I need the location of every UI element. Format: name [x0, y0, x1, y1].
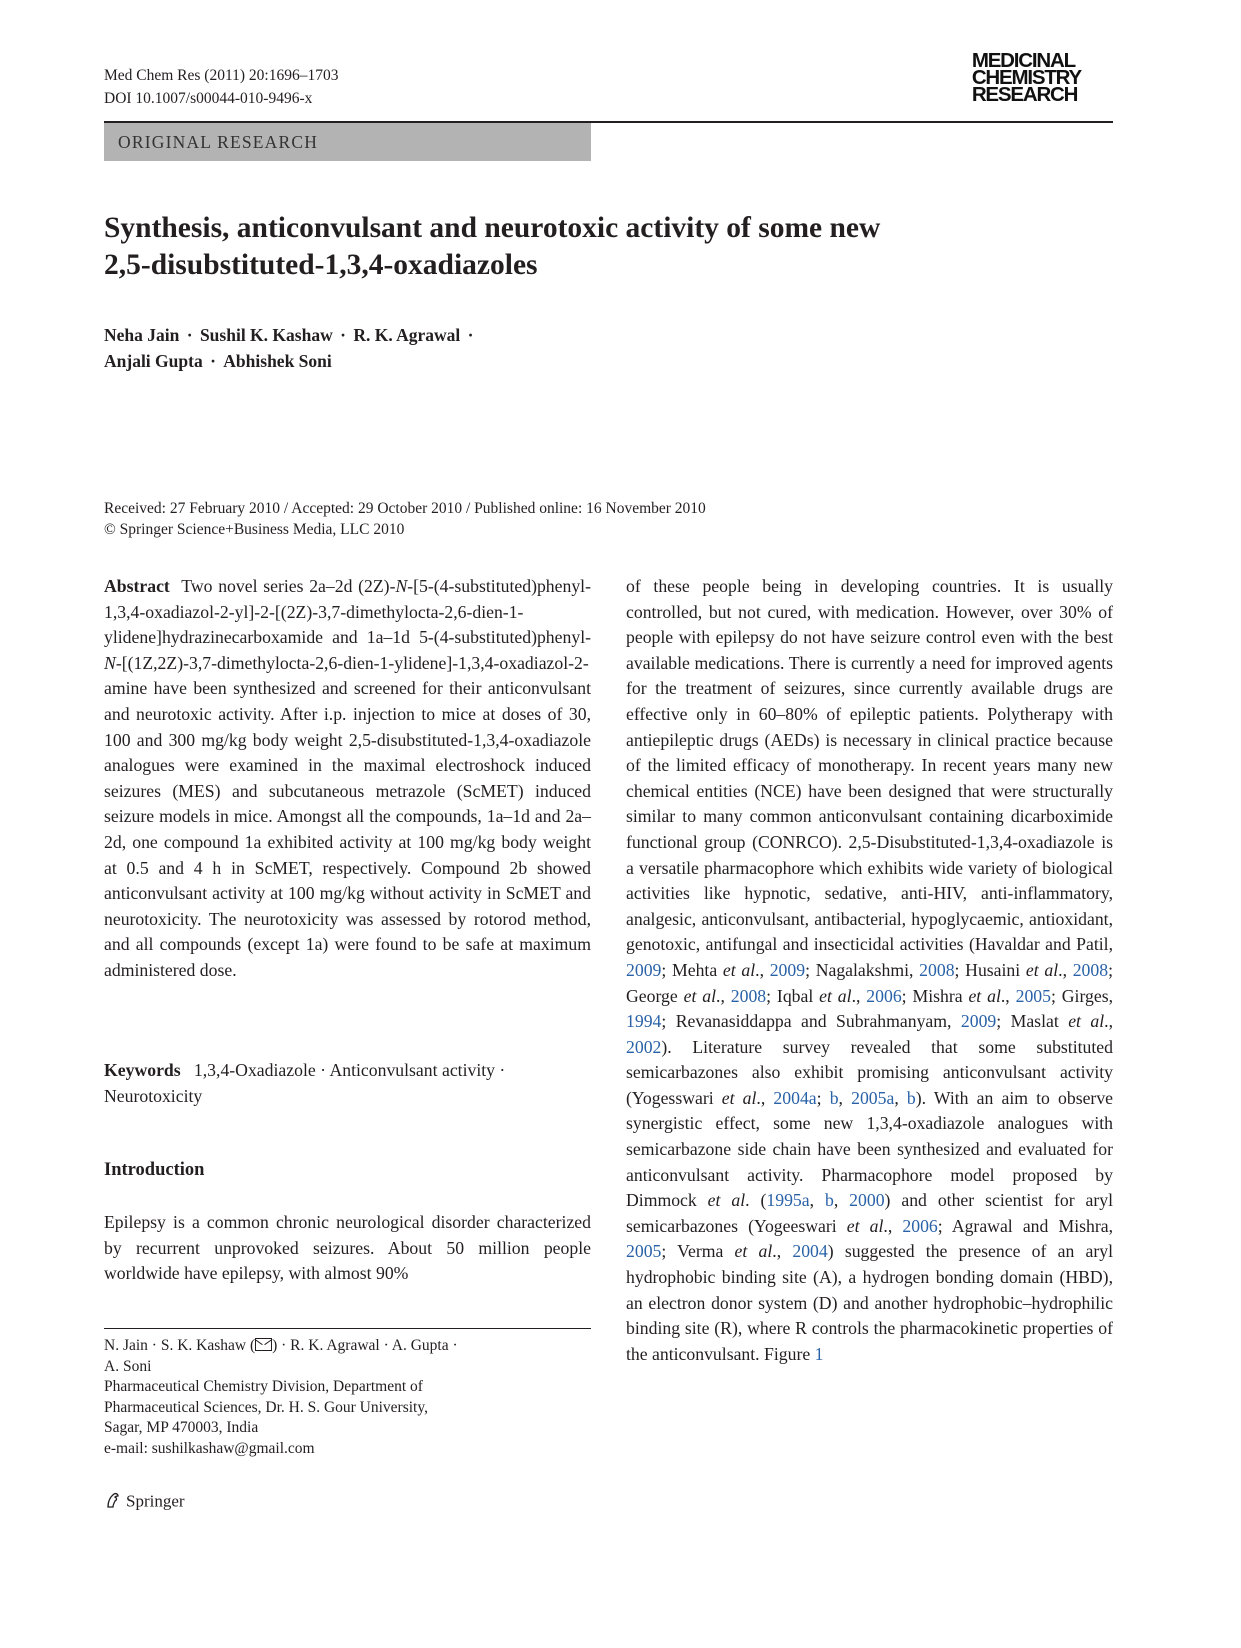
text: ). With an aim to observe synergistic effect, some new 1,3,4-oxadiazole analogues with semicarbazone side chain have been synthesized and evaluated for anticonvulsant activity. Pharmacophore model proposed by Dimmock: [626, 1087, 1114, 1211]
text: .,: [755, 959, 770, 980]
publication-dates: [104, 498, 1113, 540]
et-al: et al: [1068, 1011, 1105, 1032]
affiliation-line: Pharmaceutical Chemistry Division, Department of: [104, 1378, 423, 1395]
citation-link[interactable]: 2008: [730, 985, 767, 1006]
text: ; Verma: [661, 1241, 735, 1262]
text: ; Agrawal and Mishra,: [937, 1215, 1114, 1236]
doi: DOI 10.1007/s00044-010-9496-x: [104, 90, 313, 107]
citation-link[interactable]: 2008: [919, 959, 955, 980]
author-name: Sushil K. Kashaw: [199, 325, 333, 345]
logo-line-1: MEDICINAL: [971, 49, 1075, 72]
article-title: [104, 210, 1024, 284]
author-list: [104, 322, 804, 374]
text: ; Nagalakshmi,: [805, 959, 920, 980]
logo-line-3: RESEARCH: [971, 83, 1078, 106]
et-al: et al: [968, 985, 1001, 1006]
text: .,: [756, 1087, 774, 1108]
text: .,: [883, 1215, 903, 1236]
history-dates: Received: 27 February 2010 / Accepted: 29 October 2010 / Published online: 16 November 2010: [104, 500, 706, 517]
et-al: et al: [1025, 959, 1059, 980]
citation-link[interactable]: 2009: [960, 1011, 997, 1032]
text: ; Revanasiddappa and Subrahmanyam,: [661, 1011, 961, 1032]
author-name: R. K. Agrawal: [353, 325, 461, 345]
citation-link[interactable]: 1994: [626, 1011, 662, 1032]
citation-link[interactable]: b: [829, 1087, 839, 1108]
footnote-rule: [104, 1328, 591, 1329]
text: ; Maslat: [996, 1011, 1069, 1032]
citation-link[interactable]: 2002: [626, 1036, 662, 1057]
author-separator: ·: [335, 325, 351, 345]
title-line-2: 2,5-disubstituted-1,3,4-oxadiazoles: [104, 249, 538, 281]
abstract-italic: N: [395, 576, 408, 596]
citation-link[interactable]: 2005: [626, 1241, 662, 1262]
keywords-text: 1,3,4-Oxadiazole · Anticonvulsant activity · Neurotoxicity: [104, 1060, 506, 1106]
text: ) and other scientist for aryl semicarbazones (Yogeeswari: [626, 1190, 1114, 1236]
et-al: et al: [819, 985, 852, 1006]
abstract-text: -[(1Z,2Z)-3,7-dimethylocta-2,6-dien-1-ylidene]-1,3,4-oxadiazol-2-amine have been synthesized and screened for their anticonvulsant and neurotoxic activity. After i.p. injection to mice at doses of 30, 100 and 300 mg/kg body weight 2,5-disubstituted-1,3,4-oxadiazole analogues were examined in the maximal electroshock induced seizures (MES) and subcutaneous metrazole (ScMET) induced seizure models in mice. Amongst all the compounds, 1a–1d and 2a–2d, one compound 1a exhibited activity at 100 mg/kg body weight at 0.5 and 4 h in ScMET, respectively. Compound 2b showed anticonvulsant activity at 100 mg/kg without activity in ScMET and neurotoxicity. The neurotoxicity was assessed by rotorod method, and all compounds (except 1a) were found to be safe at maximum administered dose.: [104, 652, 591, 980]
et-al: et al: [722, 959, 756, 980]
text: .,: [772, 1241, 793, 1262]
text: .,: [851, 985, 867, 1006]
logo-line-2: CHEMISTRY: [971, 66, 1081, 89]
author-name: Abhishek Soni: [223, 351, 332, 371]
text: ) suggested the presence of an aryl hydrophobic binding site (A), a hydrogen bonding domain (HBD), an electron donor system (D) and another hydrophobic–hydrophilic binding site (R), where R controls the pharmacokinetic properties of the anticonvulsant. Figure: [626, 1241, 1114, 1364]
text: . (: [745, 1190, 767, 1211]
keywords: [104, 1058, 591, 1109]
citation-link[interactable]: 2005: [1015, 985, 1051, 1006]
text: ,: [833, 1190, 850, 1211]
author-separator: ·: [182, 325, 197, 345]
text: ,: [894, 1087, 907, 1108]
et-al: et al: [734, 1241, 773, 1262]
text: ; Mishra: [901, 985, 969, 1006]
abstract-label: Abstract: [104, 576, 170, 596]
citation-link[interactable]: 2006: [902, 1215, 938, 1236]
keywords-label: Keywords: [104, 1060, 181, 1080]
affiliation: [104, 1336, 591, 1459]
et-al: et al: [721, 1087, 757, 1108]
springer-horse-icon: [104, 1491, 122, 1514]
introduction-text: Epilepsy is a common chronic neurological disorder characterized by recurrent unprovoked seizures. About 50 million people worldwide have epilepsy, with almost 90%: [104, 1212, 591, 1284]
citation-link[interactable]: 1995a: [766, 1190, 810, 1211]
affiliation-line: Sagar, MP 470003, India: [104, 1419, 259, 1436]
journal-citation-block: [104, 64, 339, 110]
et-al: et al: [707, 1190, 746, 1211]
et-al: et al: [846, 1215, 884, 1236]
text: ; Girges,: [1050, 985, 1114, 1006]
affiliation-names-cont: A. Soni: [104, 1357, 152, 1375]
affiliation-names: [104, 1336, 591, 1357]
text: ; Mehta: [661, 959, 723, 980]
citation-link[interactable]: b: [906, 1087, 916, 1108]
body-text-right: [626, 574, 1113, 1367]
text: .,: [716, 985, 731, 1006]
text: .,: [1000, 985, 1016, 1006]
text: ). Literature survey revealed that some substituted semicarbazones also exhibit promising anticonvulsant activity (Yogesswari: [626, 1036, 1113, 1108]
text: ;: [816, 1087, 830, 1108]
abstract-italic: N: [104, 652, 116, 673]
author-separator: ·: [205, 351, 221, 371]
journal-citation: Med Chem Res (2011) 20:1696–1703: [104, 67, 339, 84]
introduction-heading: Introduction: [104, 1160, 205, 1180]
author-name: Neha Jain: [104, 325, 180, 345]
section-band: [104, 123, 591, 161]
text: ,: [838, 1087, 852, 1108]
affiliation-names-part: ) · R. K. Agrawal · A. Gupta ·: [272, 1337, 458, 1354]
citation-link[interactable]: b: [824, 1190, 834, 1211]
abstract-text: -[5-(4-substituted)phenyl-1,3,4-oxadiazol-2-yl]-2-[(2Z)-3,7-dimethylocta-2,6-dien-1-ylidene]hydrazinecarboxamide and 1a–1d 5-(4-substituted)phenyl-: [104, 576, 591, 648]
section-label: ORIGINAL RESEARCH: [118, 132, 319, 152]
author-name: Anjali Gupta: [104, 351, 203, 371]
citation-link[interactable]: 2004a: [773, 1087, 817, 1108]
journal-logo: [971, 49, 1081, 106]
envelope-icon: [255, 1338, 272, 1351]
text: ; Husaini: [954, 959, 1026, 980]
copyright: © Springer Science+Business Media, LLC 2010: [104, 521, 405, 538]
abstract-text: Two novel series 2a–2d (2Z)-: [181, 576, 396, 596]
citation-link[interactable]: 2009: [769, 959, 806, 980]
publisher-footer: [104, 1491, 185, 1514]
text: .,: [1058, 959, 1073, 980]
affiliation-names-part: N. Jain · S. K. Kashaw (: [104, 1337, 256, 1354]
text: ; George: [626, 959, 1113, 1006]
text: ; Iqbal: [766, 985, 820, 1006]
author-separator: ·: [463, 325, 474, 345]
citation-link[interactable]: 2000: [849, 1190, 885, 1211]
citation-link[interactable]: 2008: [1072, 959, 1109, 980]
figure-link[interactable]: 1: [814, 1343, 824, 1364]
text: of these people being in developing countries. It is usually controlled, but not cured, with medication. However, over 30% of people with epilepsy do not have seizure control even with the best available medications. There is currently a need for improved agents for the treatment of seizures, since currently available drugs are effective only in 60–80% of epileptic patients. Polytherapy with antiepileptic drugs (AEDs) is necessary in clinical practice because of the limited efficacy of monotherapy. In recent years many new chemical entities (NCE) have been designed that were structurally similar to many common anticonvulsant containing dicarboximide functional group (CONRCO). 2,5-Disubstituted-1,3,4-oxadiazole is a versatile pharmacophore which exhibits wide variety of biological activities like hypnotic, sedative, anti-HIV, anti-inflammatory, analgesic, anticonvulsant, antibacterial, hypoglycaemic, antioxidant, genotoxic, antifungal and insecticidal activities (Havaldar and Patil,: [626, 576, 1113, 955]
publisher-name: Springer: [126, 1491, 185, 1511]
text: .,: [1104, 1011, 1113, 1032]
title-line-1: Synthesis, anticonvulsant and neurotoxic activity of some new: [104, 212, 881, 244]
author-email: e-mail: sushilkashaw@gmail.com: [104, 1439, 315, 1457]
abstract: [104, 574, 591, 984]
citation-link[interactable]: 2006: [866, 985, 902, 1006]
citation-link[interactable]: 2009: [626, 959, 662, 980]
citation-link[interactable]: 2005a: [851, 1087, 895, 1108]
citation-link[interactable]: 2004: [792, 1241, 828, 1262]
text: ,: [809, 1190, 825, 1211]
affiliation-line: Pharmaceutical Sciences, Dr. H. S. Gour University,: [104, 1398, 428, 1416]
et-al: et al: [683, 985, 717, 1006]
